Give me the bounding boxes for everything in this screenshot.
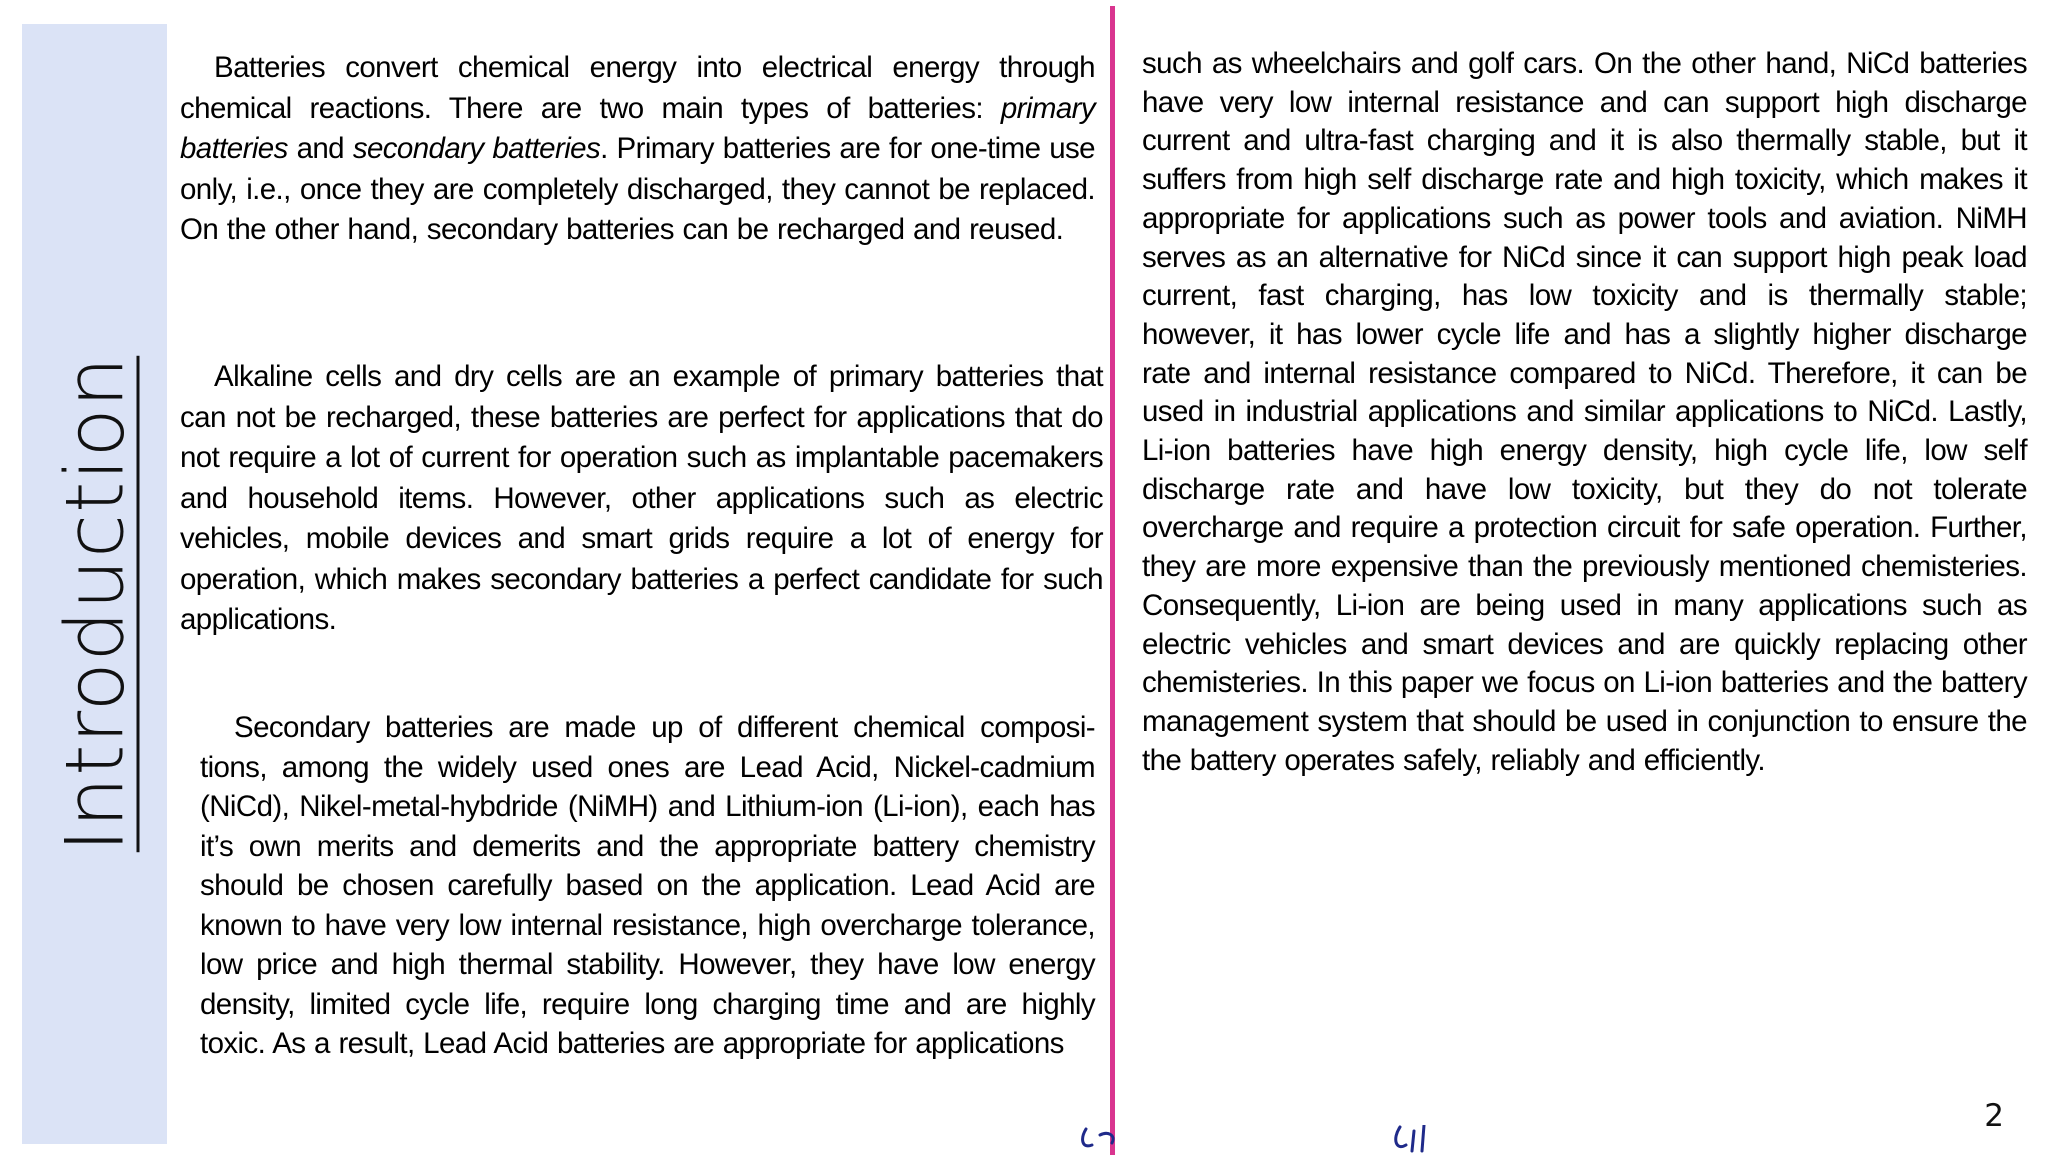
section-sidebar: [22, 24, 167, 1144]
paragraph-secondary-batteries: [200, 708, 1095, 1064]
paragraph-primary-batteries: [180, 357, 1103, 641]
paragraph-batteries-intro: [180, 48, 1095, 251]
paragraph-battery-chemistries: [1142, 45, 2027, 780]
text-run: such as wheelchairs and golf cars. On the other hand, NiCd batteries have very low internal resistance and can support high discharge current and ultra-fast charging and it is also thermally stable, but it suffers from high self discharge rate and high toxicity, which makes it appropriate for applications such as power tools and aviation. NiMH serves as an alternative for NiCd since it can support high peak load current, fast charging, has low toxicity and is thermally stable; however, it has lower cycle life and has a slightly higher discharge rate and internal resistance compared to NiCd. Therefore, it can be used in industrial applications and similar applications to NiCd. Lastly, Li-ion batteries have high energy density, high cycle life, low self discharge rate and have low toxicity, but they do not tolerate overcharge and require a protection circuit for safe operation. Further, they are more expensive than the previously mentioned chemisteries. Consequently, Li-ion are being used in many applications such as electric vehicles and smart devices and are quickly replacing other chemisteries. In this paper we focus on Li-ion batteries and the battery management system that should be used in conjunction to ensure the the battery operates safely, reliably and efficiently.: [1142, 47, 2027, 777]
section-title: Introduction: [48, 355, 141, 853]
text-run: Secondary batteries are made up of different chemical composi- tions, among the widely used ones are Lead Acid, Nickel-cadmium (NiCd), Nikel-metal-hybdride (NiMH) and Lithium-ion (Li-ion), each has it’s own merits and demerits and the appropriate battery chemistry should be chosen carefully based on the application. Lead Acid are known to have very low internal resistance, high overcharge tolerance, low price and high thermal stability. However, they have low energy density, limited cycle life, require long charging time and are highly toxic. As a result, Lead Acid batteries are appropriate for applications: [200, 711, 1095, 1060]
text-run: Alkaline cells and dry cells are an example of primary batteries that can not be recharged, these batteries are perfect for applications that do not require a lot of current for operation such as implantable pacemakers and household items. However, other applications such as electric vehicles, mobile devices and smart grids require a lot of energy for operation, which makes secondary batteries a perfect candidate for such applications.: [180, 360, 1103, 636]
page-number: 2: [1984, 1098, 2004, 1134]
handwritten-annotation: [1060, 1125, 1480, 1155]
column-divider: [1110, 6, 1115, 1155]
italic-term: primary batteries: [180, 91, 1095, 165]
italic-term: secondary batteries: [352, 132, 601, 165]
text-run: . Primary batteries are for one-time use only, i.e., once they are completely discharged, they cannot be replaced. On the other hand, secondary batteries can be recharged and reused.: [180, 132, 1095, 246]
text-run: Batteries convert chemical energy into electrical energy through chemical reactions. There are two main types of batteries:: [180, 51, 1095, 125]
text-run: and: [287, 132, 353, 165]
